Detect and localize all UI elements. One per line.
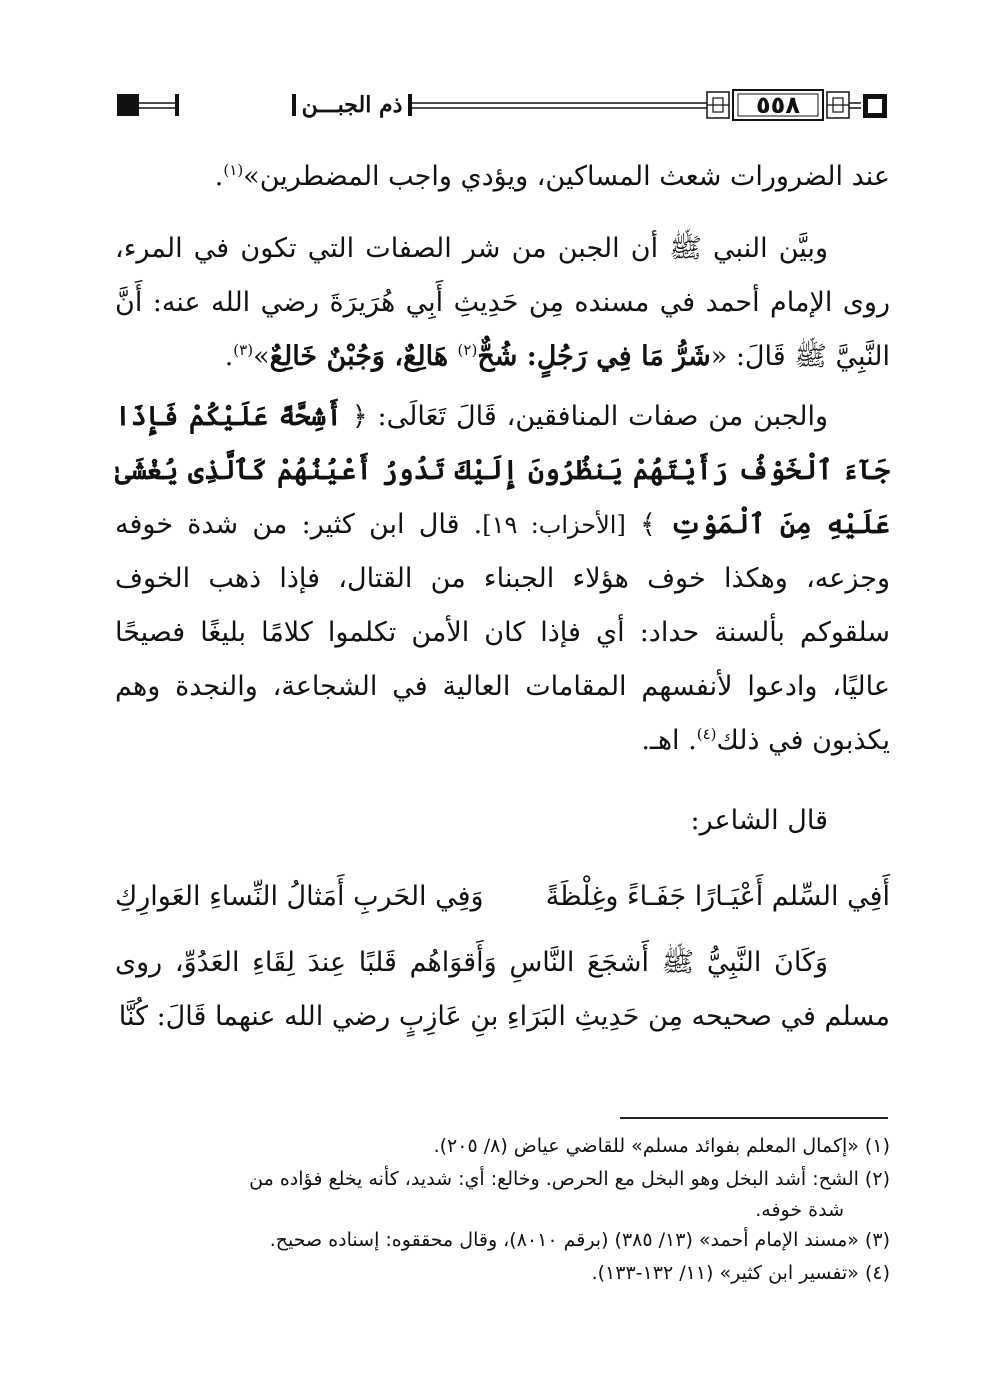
footnote-ref-4[interactable]: (٤) xyxy=(696,725,717,743)
verse-hemistich-1: أَفِي السِّلم أَعْيَـارًا جَفَـاءً وغِلْظَةً xyxy=(545,881,890,912)
main-text xyxy=(115,150,890,1044)
footnote-1: (١) «إكمال المعلم بفوائد مسلم» للقاضي عياض (٨/ ٢٠٥). xyxy=(433,1135,890,1157)
footnote-ref-1[interactable]: (١) xyxy=(223,161,244,179)
page-header xyxy=(115,88,890,124)
verse-hemistich-2: وَفِي الحَربِ أَمَثالُ النِّساءِ العَوارِكِ xyxy=(115,881,484,912)
footnotes xyxy=(115,1130,890,1290)
paragraph-3: والجبن من صفات المنافقين، قَالَ تَعَالَى: ﴿ أَشِحَّةً عَلَيْكُمْ فَإِذَا جَآءَ ٱلْخَوْفُ رَأَيْتَهُمْ يَنظُرُونَ إِلَيْكَ تَدُورُ أَعْيُنُهُمْ كَٱلَّذِى يُغْشَىٰ عَلَيْهِ مِنَ ٱلْمَوْتِ ﴾ [الأحزاب: ١٩]. قال ابن كثير: من شدة خوفه وجزعه، وهكذا خوف هؤلاء الجبناء من القتال، فإذا ذهب الخوف سلقوكم بألسنة حداد: أي فإذا كان الأمن تكلموا كلامًا بليغًا فصيحًا عاليًا، وادعوا لأنفسهم المقامات العالية في الشجاعة، والنجدة وهم يكذبون في ذلك$^{(٤)}$. اهـ. xyxy=(115,401,890,756)
running-title: ذم الجبـــن xyxy=(301,92,403,118)
footnote-4: (٤) «تفسير ابن كثير» (١١/ ١٣٢-١٣٣). xyxy=(591,1262,890,1284)
poet-intro: قال الشاعر: xyxy=(690,805,828,836)
footnote-3: (٣) «مسند الإمام أحمد» (١٣/ ٣٨٥) (برقم ٨٠١٠)، وقال محققوه: إسناده صحيح. xyxy=(269,1229,890,1251)
paragraph-1: عند الضرورات شعث المساكين، ويؤدي واجب المضطرين»$^{(١)}$. xyxy=(214,161,890,192)
paragraph-2: وبيَّن النبي ﷺ أن الجبن من شر الصفات التي تكون في المرء، روى الإمام أحمد في مسنده مِن حَدِيثِ أَبِي هُرَيرَةَ رضي الله عنه: أَنَّ النَّبِيَّ ﷺ قَالَ: «شَرُّ مَا فِي رَجُلٍ: شُحٌّ$^{(٢)}$ هَالِعٌ، وَجُبْنٌ خَالِعٌ»$^{(٣)}$. xyxy=(115,233,890,372)
surah-citation: [الأحزاب: ١٩] xyxy=(482,511,626,539)
poetry-verse xyxy=(115,870,890,924)
footnote-ref-2[interactable]: (٢) xyxy=(457,341,478,359)
footnote-ref-3[interactable]: (٣) xyxy=(233,341,254,359)
quran-verse: أَشِحَّةً عَلَيْكُمْ فَإِذَا جَآءَ ٱلْخَوْفُ رَأَيْتَهُمْ يَنظُرُونَ إِلَيْكَ تَدُورُ أَعْيُنُهُمْ كَٱلَّذِى يُغْشَىٰ عَلَيْهِ مِنَ ٱلْمَوْتِ xyxy=(115,401,890,540)
paragraph-4: وَكَانَ النَّبِيُّ ﷺ أَشجَعَ النَّاسِ وَأَقوَاهُم قَلبًا عِندَ لِقَاءِ العَدُوِّ، روى مسلم في صحيحه مِن حَدِيثِ البَرَاءِ بنِ عَازِبٍ رضي الله عنهما قَالَ: كُنَّا xyxy=(115,947,890,1032)
footnote-2-continuation: شدة خوفه. xyxy=(755,1199,844,1221)
footnote-2: (٢) الشح: أشد البخل وهو البخل مع الحرص. وخالع: أي: شديد، كأنه يخلع فؤاده من xyxy=(249,1168,890,1190)
hadith-text: شَرُّ مَا فِي رَجُلٍ: شُحٌّ xyxy=(477,341,711,372)
page-number: ٥٥٨ xyxy=(756,91,800,119)
footnote-separator xyxy=(620,1117,888,1119)
